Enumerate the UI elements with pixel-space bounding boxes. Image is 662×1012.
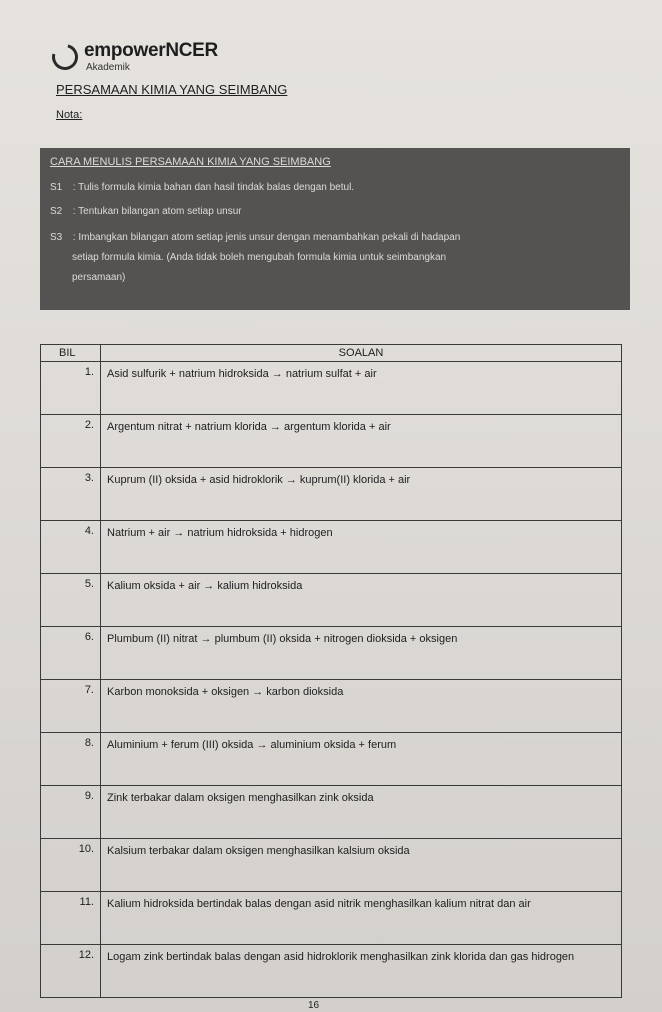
step-number: S2 bbox=[50, 206, 63, 217]
step-s1: S1 : Tulis formula kimia bahan dan hasil tindak balas dengan betul. bbox=[50, 178, 620, 198]
row-question: Aluminium + ferum (III) oksida → aluminium oksida + ferum bbox=[101, 733, 622, 786]
step-text: Tentukan bilangan atom setiap unsur bbox=[78, 206, 242, 217]
row-question: Natrium + air → natrium hidroksida + hidrogen bbox=[101, 521, 622, 574]
step-text-continued: persamaan) bbox=[72, 272, 126, 283]
logo-text: empowerNCER bbox=[84, 40, 218, 61]
step-text-continued: setiap formula kimia. (Anda tidak boleh mengubah formula kimia untuk seimbangkan bbox=[72, 252, 447, 263]
step-s3: S3 : Imbangkan bilangan atom setiap jenis unsur dengan menambahkan pekali di hadapan setiap formula kimia. (Anda tidak boleh mengubah formula kimia untuk seimbangkan persamaan) bbox=[50, 228, 620, 288]
row-question: Kalsium terbakar dalam oksigen menghasilkan kalsium oksida bbox=[101, 839, 622, 892]
page-title: PERSAMAAN KIMIA YANG SEIMBANG bbox=[56, 82, 288, 97]
table-row bbox=[41, 786, 622, 839]
logo-subtitle: Akademik bbox=[86, 62, 130, 73]
step-number: S1 bbox=[50, 182, 63, 193]
step-s2: S2 : Tentukan bilangan atom setiap unsur bbox=[50, 202, 620, 222]
table-row bbox=[41, 839, 622, 892]
row-number: 7. bbox=[41, 680, 101, 733]
header-bil: BIL bbox=[41, 345, 101, 362]
table-row bbox=[41, 945, 622, 998]
row-number: 11. bbox=[41, 892, 101, 945]
header-soalan: SOALAN bbox=[101, 345, 622, 362]
step-text: Imbangkan bilangan atom setiap jenis unsur dengan menambahkan pekali di hadapan bbox=[78, 232, 461, 243]
row-question: Logam zink bertindak balas dengan asid hidroklorik menghasilkan zink klorida dan gas hidrogen bbox=[101, 945, 622, 998]
table-row bbox=[41, 521, 622, 574]
row-question: Kalium hidroksida bertindak balas dengan asid nitrik menghasilkan kalium nitrat dan air bbox=[101, 892, 622, 945]
row-number: 1. bbox=[41, 362, 101, 415]
steps-heading: CARA MENULIS PERSAMAAN KIMIA YANG SEIMBANG bbox=[50, 156, 331, 168]
steps-box bbox=[40, 148, 630, 310]
note-label: Nota: bbox=[56, 109, 83, 121]
table-header-row bbox=[41, 345, 622, 362]
table-row bbox=[41, 680, 622, 733]
row-question: Asid sulfurik + natrium hidroksida → natrium sulfat + air bbox=[101, 362, 622, 415]
row-question: Zink terbakar dalam oksigen menghasilkan zink oksida bbox=[101, 786, 622, 839]
row-question: Kalium oksida + air → kalium hidroksida bbox=[101, 574, 622, 627]
row-number: 2. bbox=[41, 415, 101, 468]
step-text: Tulis formula kimia bahan dan hasil tindak balas dengan betul. bbox=[78, 182, 355, 193]
row-question: Argentum nitrat + natrium klorida → argentum klorida + air bbox=[101, 415, 622, 468]
row-question: Plumbum (II) nitrat → plumbum (II) oksida + nitrogen dioksida + oksigen bbox=[101, 627, 622, 680]
row-number: 10. bbox=[41, 839, 101, 892]
row-number: 12. bbox=[41, 945, 101, 998]
row-number: 5. bbox=[41, 574, 101, 627]
row-question: Kuprum (II) oksida + asid hidroklorik → kuprum(II) klorida + air bbox=[101, 468, 622, 521]
table-row bbox=[41, 415, 622, 468]
table-row bbox=[41, 468, 622, 521]
questions-table bbox=[40, 344, 622, 998]
table-row bbox=[41, 627, 622, 680]
table-row bbox=[41, 574, 622, 627]
row-number: 4. bbox=[41, 521, 101, 574]
row-number: 9. bbox=[41, 786, 101, 839]
row-question: Karbon monoksida + oksigen → karbon dioksida bbox=[101, 680, 622, 733]
table-row bbox=[41, 892, 622, 945]
step-number: S3 bbox=[50, 232, 63, 243]
table-row bbox=[41, 362, 622, 415]
page-number: 16 bbox=[308, 1000, 320, 1011]
logo-icon bbox=[47, 39, 83, 75]
table-row bbox=[41, 733, 622, 786]
row-number: 3. bbox=[41, 468, 101, 521]
row-number: 8. bbox=[41, 733, 101, 786]
row-number: 6. bbox=[41, 627, 101, 680]
